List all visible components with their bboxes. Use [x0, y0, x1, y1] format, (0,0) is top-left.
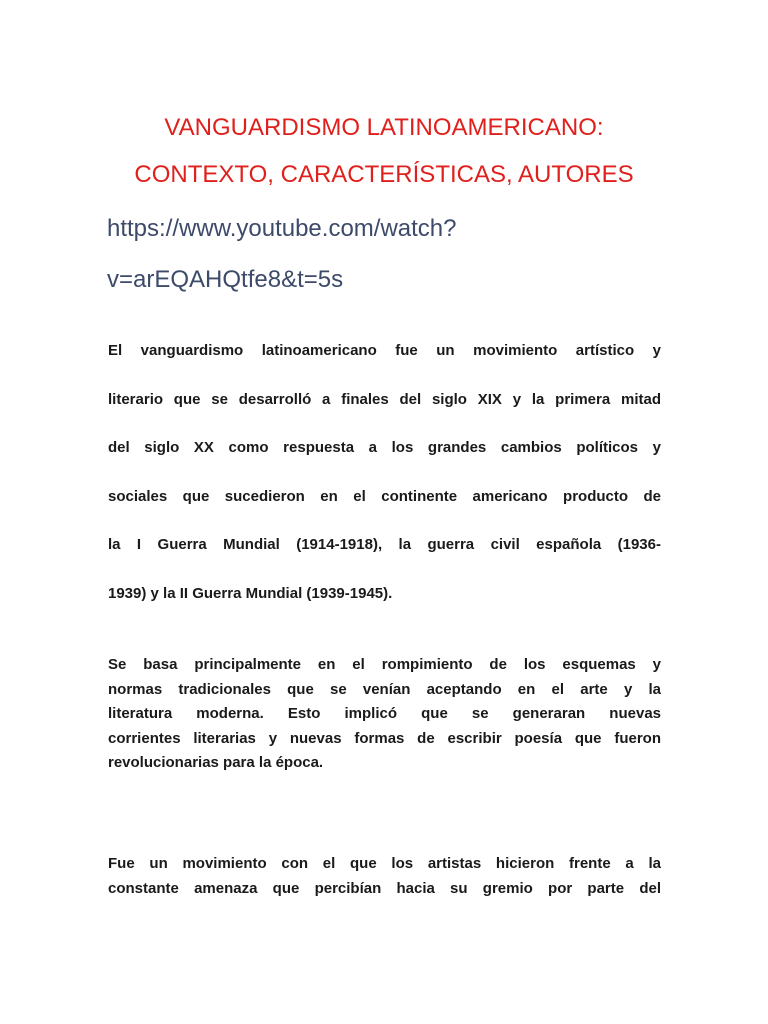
youtube-link-line-1[interactable]: https://www.youtube.com/watch? — [107, 215, 457, 242]
document-title-line-1: VANGUARDISMO LATINOAMERICANO: — [164, 114, 604, 141]
paragraph-2-line: corrientes literarias y nuevas formas de escribir poesía que fueron — [108, 729, 661, 747]
youtube-link-line-2[interactable]: v=arEQAHQtfe8&t=5s — [107, 266, 344, 293]
paragraph-3 — [108, 852, 661, 901]
paragraph-1-line: sociales que sucedieron en el continente americano producto de — [108, 487, 661, 505]
paragraph-1-line: El vanguardismo latinoamericano fue un movimiento artístico y — [108, 342, 661, 359]
paragraph-1-line: literario que se desarrolló a finales del siglo XIX y la primera mitad — [108, 390, 661, 408]
paragraph-2-line: normas tradicionales que se venían aceptando en el arte y la — [108, 680, 661, 698]
document-title-line-2: CONTEXTO, CARACTERÍSTICAS, AUTORES — [134, 161, 634, 188]
paragraph-1-line: 1939) y la II Guerra Mundial (1939-1945). — [108, 584, 393, 602]
paragraph-1 — [108, 327, 661, 618]
paragraph-3-line: Fue un movimiento con el que los artistas hicieron frente a la — [108, 855, 661, 872]
paragraph-2-line: literatura moderna. Esto implicó que se generaran nuevas — [108, 705, 661, 722]
paragraph-2 — [108, 653, 661, 776]
paragraph-2-line: Se basa principalmente en el rompimiento de los esquemas y — [108, 656, 661, 673]
paragraph-1-line: del siglo XX como respuesta a los grandes cambios políticos y — [108, 439, 661, 456]
paragraph-1-line: la I Guerra Mundial (1914-1918), la guerra civil española (1936- — [108, 536, 661, 553]
paragraph-2-line: revolucionarias para la época. — [108, 754, 324, 771]
paragraph-3-line: constante amenaza que percibían hacia su gremio por parte del — [108, 879, 661, 897]
